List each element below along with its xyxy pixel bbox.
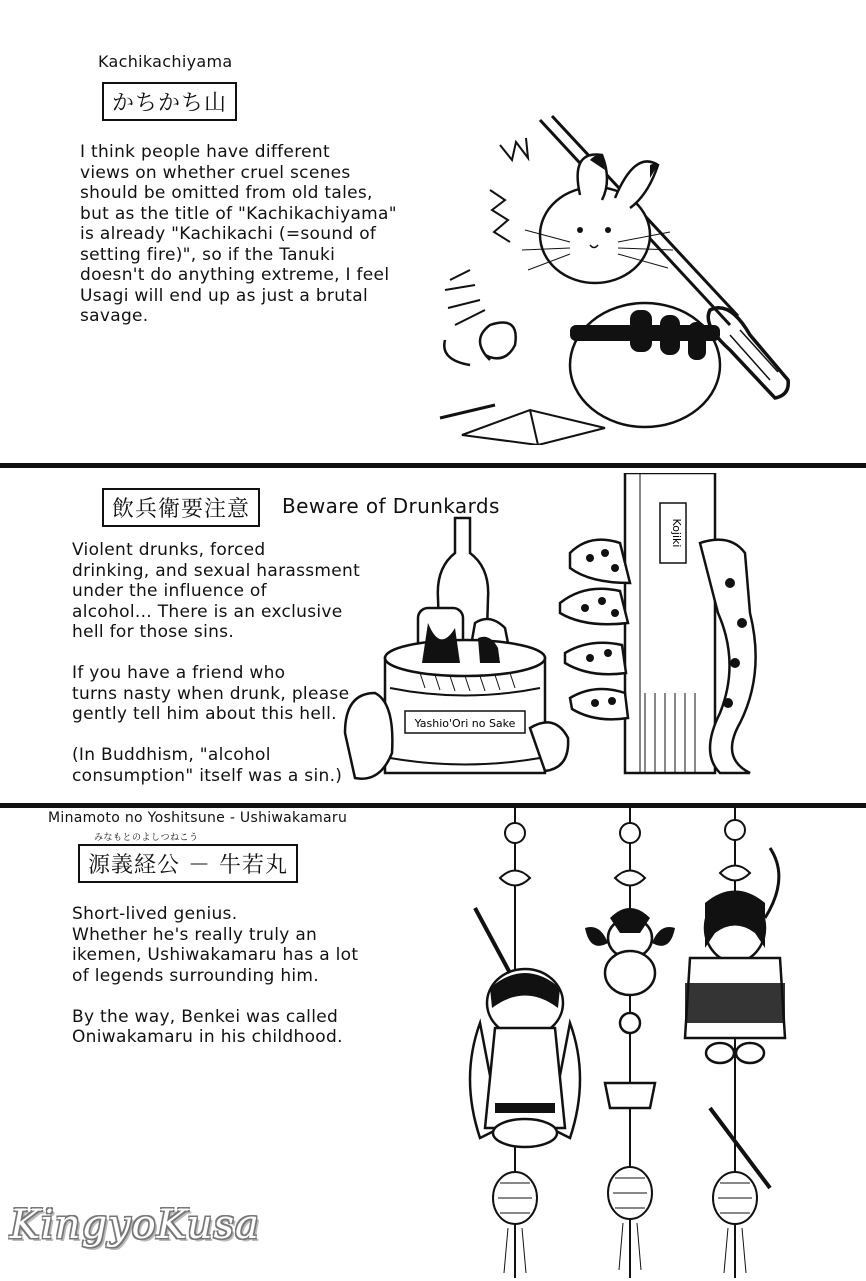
section-drunkards — [0, 468, 866, 803]
section-text: Short-lived genius. Whether he's really truly an ikemen, Ushiwakamaru has a lot of legends surrounding him. By the way, Benkei was called Oniwakamaru in his childhood. — [72, 904, 359, 1047]
rabbit-illustration — [430, 110, 810, 445]
japanese-title-box: かちかち山 — [102, 82, 237, 121]
section-text: Violent drunks, forced drinking, and sexual harassment under the influence of alcohol... There is an exclusive hell for those sins. If you have a friend who turns nasty when drunk, please gently tell him about this hell. (In Buddhism, "alcohol consumption" itself was a sin.) — [72, 540, 361, 786]
barrel-label: Yashio'Ori no Sake — [414, 717, 516, 730]
japanese-title-box: 飲兵衛要注意 — [102, 488, 260, 527]
section-kachikachiyama — [0, 0, 866, 463]
logo-watermark: KingyoKusa — [10, 1202, 260, 1248]
pillar-label: Kojiki — [670, 518, 683, 548]
section-label: Kachikachiyama — [98, 52, 233, 71]
snake-pillar-illustration — [550, 473, 780, 783]
hanging-charms-illustration — [440, 808, 800, 1278]
furigana: みなもとのよしつねこう — [94, 833, 199, 843]
sake-barrel-illustration — [340, 513, 580, 803]
section-label: Minamoto no Yoshitsune - Ushiwakamaru — [48, 810, 348, 826]
section-title: Beware of Drunkards — [282, 494, 500, 518]
japanese-title-box: 源義経公 － 牛若丸 — [78, 844, 298, 883]
section-text: I think people have different views on whether cruel scenes should be omitted from old tales, but as the title of "Kachikachiyama" is already "Kachikachi (=sound of setting fire)", so if the Tanuki doesn't do anything extreme, I feel Usagi will end up as just a brutal savage. — [80, 142, 397, 326]
